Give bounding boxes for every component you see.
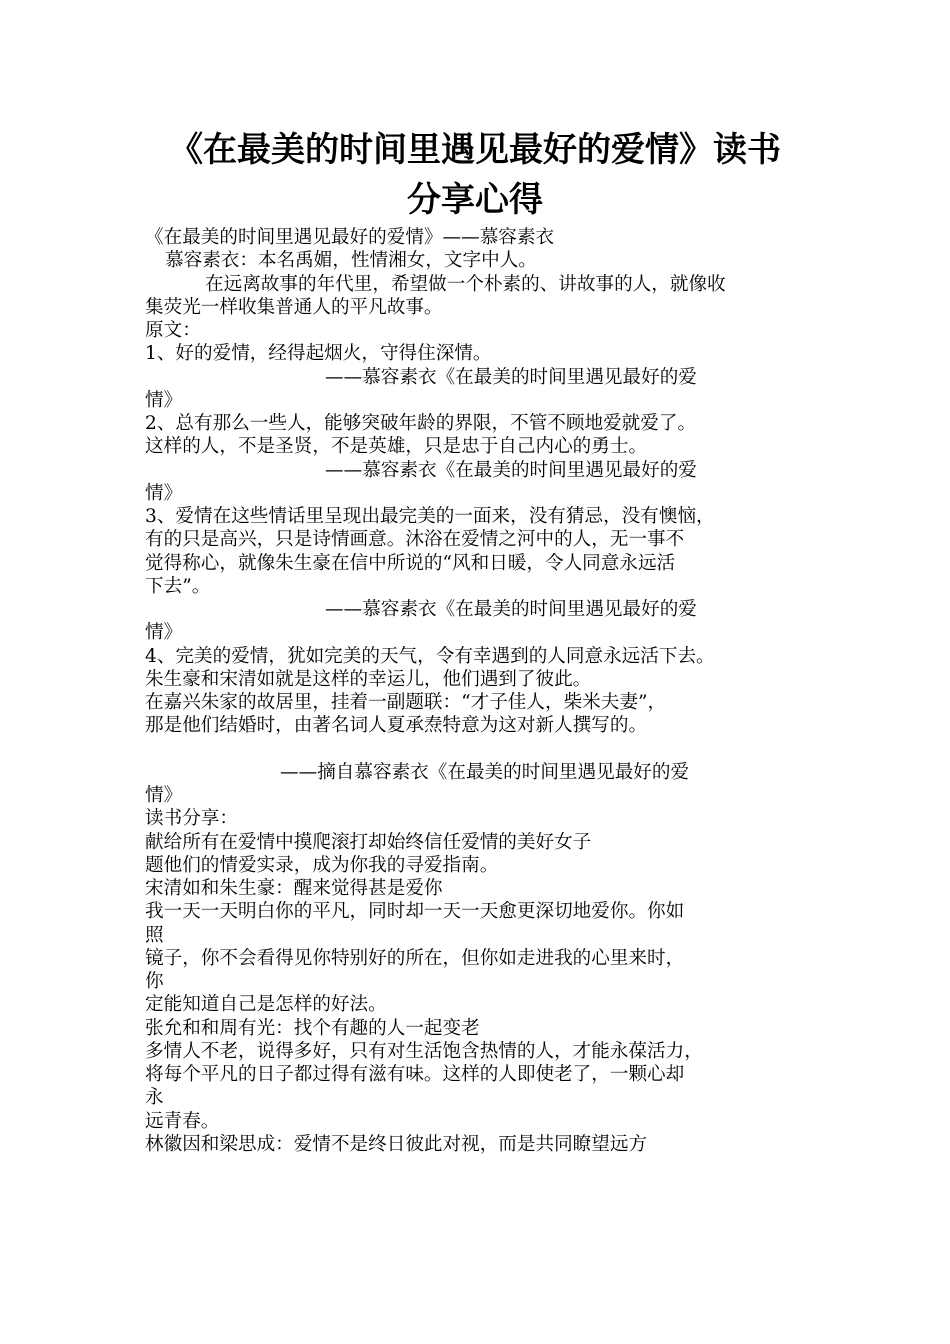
attribution-line: ——慕容素衣《在最美的时间里遇见最好的爱 — [325, 366, 697, 388]
paragraph-line: 照 — [145, 924, 164, 946]
section-heading: 读书分享： — [145, 808, 238, 830]
quote-line: 朱生豪和宋清如就是这样的幸运儿，他们遇到了彼此。 — [145, 668, 592, 690]
paragraph-line: 献给所有在爱情中摸爬滚打却始终信任爱情的美好女子 — [145, 831, 592, 853]
quote-line: 那是他们结婚时，由著名词人夏承焘特意为这对新人撰写的。 — [145, 715, 648, 737]
quote-line: 2、总有那么一些人，能够突破年龄的界限，不管不顾地爱就爱了。 — [145, 413, 697, 434]
subtitle-line: 《在最美的时间里遇见最好的爱情》——慕容素衣 — [145, 227, 555, 248]
couple-heading: 张允和和周有光：找个有趣的人一起变老 — [145, 1017, 480, 1039]
paragraph-line: 在远离故事的年代里，希望做一个朴素的、讲故事的人，就像收 — [205, 273, 726, 295]
quote-line: 4、完美的爱情，犹如完美的天气，令有幸遇到的人同意永远活下去。 — [145, 645, 715, 667]
document-title-line-1: 《在最美的时间里遇见最好的爱情》读书 — [169, 130, 781, 170]
paragraph-line: 远青春。 — [145, 1110, 220, 1132]
attribution-line: ——慕容素衣《在最美的时间里遇见最好的爱 — [325, 459, 697, 481]
couple-heading: 林徽因和梁思成：爱情不是终日彼此对视，而是共同瞭望远方 — [145, 1133, 648, 1155]
attribution-line: 情》 — [145, 622, 183, 644]
quote-line: 下去”。 — [145, 575, 211, 597]
paragraph-line: 多情人不老，说得多好，只有对生活饱含热情的人，才能永葆活力， — [145, 1040, 703, 1062]
author-intro-line: 慕容素衣：本名禹媚，性情湘女，文字中人。 — [165, 250, 537, 272]
paragraph-line: 永 — [145, 1087, 164, 1109]
attribution-line: 情》 — [145, 785, 183, 806]
quote-line: 3、爱情在这些情话里呈现出最完美的一面来，没有猜忌，没有懊恼， — [145, 506, 715, 527]
blank-line — [145, 738, 835, 761]
paragraph-line: 定能知道自己是怎样的好法。 — [145, 994, 387, 1016]
quote-line: 1、好的爱情，经得起烟火，守得住深情。 — [145, 343, 492, 365]
couple-heading: 宋清如和朱生豪：醒来觉得甚是爱你 — [145, 878, 443, 899]
attribution-line: ——摘自慕容素衣《在最美的时间里遇见最好的爱 — [280, 761, 690, 783]
quote-line: 有的只是高兴，只是诗情画意。沐浴在爱情之河中的人，无一事不 — [145, 529, 685, 551]
paragraph-line: 镜子，你不会看得见你特别好的所在，但你如走进我的心里来时， — [145, 947, 685, 969]
quote-line: 这样的人，不是圣贤，不是英雄，只是忠于自己内心的勇士。 — [145, 436, 648, 458]
paragraph-line: 题他们的情爱实录，成为你我的寻爱指南。 — [145, 854, 499, 876]
document-body — [145, 226, 835, 1156]
paragraph-line: 将每个平凡的日子都过得有滋有味。这样的人即使老了，一颗心却 — [145, 1064, 685, 1085]
attribution-line: ——慕容素衣《在最美的时间里遇见最好的爱 — [325, 599, 697, 620]
attribution-line: 情》 — [145, 482, 183, 504]
paragraph-line: 我一天一天明白你的平凡，同时却一天一天愈更深切地爱你。你如 — [145, 901, 685, 923]
section-heading: 原文： — [145, 320, 201, 341]
quote-line: 在嘉兴朱家的故居里，挂着一副题联：“才子佳人，柴米夫妻”， — [145, 692, 667, 713]
quote-line: 觉得称心，就像朱生豪在信中所说的“风和日暖，令人同意永远活 — [145, 552, 676, 574]
paragraph-line: 集荧光一样收集普通人的平凡故事。 — [145, 296, 443, 318]
document-title-line-2: 分享心得 — [407, 180, 543, 220]
paragraph-line: 你 — [145, 971, 164, 992]
attribution-line: 情》 — [145, 389, 183, 411]
